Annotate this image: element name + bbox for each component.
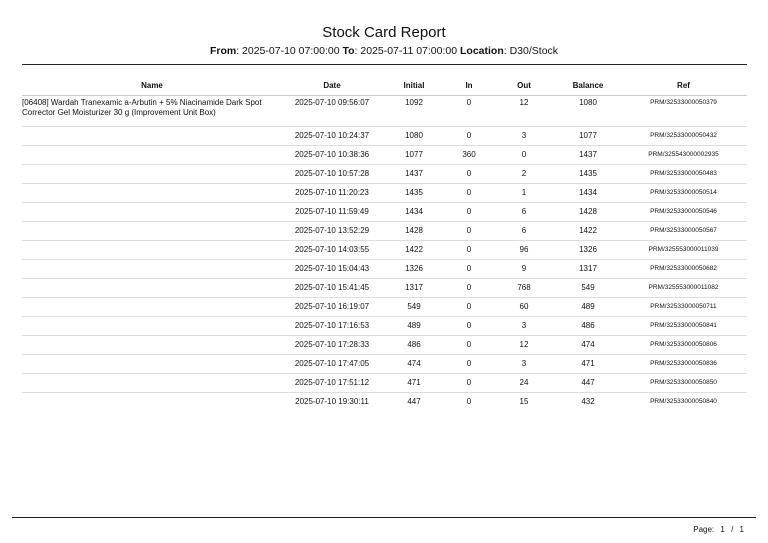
cell-date: 2025-07-10 16:19:07 [282, 298, 382, 317]
cell-name [22, 279, 282, 298]
cell-date: 2025-07-10 10:57:28 [282, 165, 382, 184]
header-divider [22, 64, 747, 65]
cell-name [22, 184, 282, 203]
cell-out: 9 [492, 260, 556, 279]
cell-out: 3 [492, 317, 556, 336]
cell-name [22, 146, 282, 165]
table-row [22, 298, 747, 317]
column-header-balance: Balance [556, 75, 620, 96]
table-row [22, 336, 747, 355]
column-header-out: Out [492, 75, 556, 96]
cell-balance: 1435 [556, 165, 620, 184]
cell-out: 2 [492, 165, 556, 184]
cell-date: 2025-07-10 10:38:36 [282, 146, 382, 165]
page-label: Page: [693, 525, 715, 534]
cell-date: 2025-07-10 11:59:49 [282, 203, 382, 222]
cell-name [22, 165, 282, 184]
cell-out: 3 [492, 355, 556, 374]
cell-date: 2025-07-10 15:04:43 [282, 260, 382, 279]
cell-ref: PRM/32533000050850 [620, 374, 747, 393]
cell-balance: 474 [556, 336, 620, 355]
to-value: : 2025-07-11 07:00:00 [354, 45, 461, 57]
cell-name [22, 222, 282, 241]
cell-balance: 489 [556, 298, 620, 317]
cell-in: 0 [446, 184, 492, 203]
cell-out: 6 [492, 203, 556, 222]
cell-in: 0 [446, 374, 492, 393]
location-label: Location [460, 45, 504, 57]
cell-balance: 447 [556, 374, 620, 393]
cell-date: 2025-07-10 17:28:33 [282, 336, 382, 355]
cell-balance: 549 [556, 279, 620, 298]
cell-in: 0 [446, 203, 492, 222]
from-value: : 2025-07-10 07:00:00 [236, 45, 343, 57]
from-label: From [209, 45, 237, 57]
cell-date: 2025-07-10 17:51:12 [282, 374, 382, 393]
cell-ref: PRM/32533000050806 [620, 336, 747, 355]
cell-date: 2025-07-10 09:56:07 [282, 96, 382, 127]
cell-ref: PRM/32533000050841 [620, 317, 747, 336]
cell-initial: 489 [382, 317, 446, 336]
column-header-initial: Initial [382, 75, 446, 96]
table-header-row [22, 75, 747, 96]
table-row [22, 203, 747, 222]
cell-initial: 1317 [382, 279, 446, 298]
page-indicator [689, 525, 744, 535]
table-row [22, 96, 747, 127]
cell-date: 2025-07-10 17:16:53 [282, 317, 382, 336]
table-row [22, 355, 747, 374]
cell-initial: 474 [382, 355, 446, 374]
cell-ref: PRM/32533000050711 [620, 298, 747, 317]
cell-in: 0 [446, 393, 492, 412]
cell-ref: PRM/325543000002935 [620, 146, 747, 165]
cell-initial: 1326 [382, 260, 446, 279]
cell-ref: PRM/32533000050514 [620, 184, 747, 203]
cell-balance: 1326 [556, 241, 620, 260]
cell-name [22, 393, 282, 412]
cell-name [22, 260, 282, 279]
cell-ref: PRM/325553000011039 [620, 241, 747, 260]
cell-initial: 447 [382, 393, 446, 412]
cell-ref: PRM/32533000050379 [620, 96, 747, 127]
column-header-in: In [446, 75, 492, 96]
page-separator: / [731, 525, 734, 534]
cell-ref: PRM/32533000050840 [620, 393, 747, 412]
cell-ref: PRM/32533000050682 [620, 260, 747, 279]
stock-card-table [22, 75, 747, 411]
cell-balance: 471 [556, 355, 620, 374]
cell-ref: PRM/325553000011082 [620, 279, 747, 298]
cell-date: 2025-07-10 19:30:11 [282, 393, 382, 412]
table-row [22, 279, 747, 298]
cell-balance: 1077 [556, 127, 620, 146]
cell-out: 768 [492, 279, 556, 298]
cell-name [22, 374, 282, 393]
table-row [22, 146, 747, 165]
cell-balance: 1422 [556, 222, 620, 241]
cell-in: 0 [446, 336, 492, 355]
cell-out: 12 [492, 96, 556, 127]
cell-balance: 1434 [556, 184, 620, 203]
table-row [22, 222, 747, 241]
cell-balance: 432 [556, 393, 620, 412]
cell-in: 0 [446, 279, 492, 298]
cell-ref: PRM/32533000050567 [620, 222, 747, 241]
cell-initial: 1092 [382, 96, 446, 127]
cell-name [22, 127, 282, 146]
cell-balance: 1080 [556, 96, 620, 127]
table-row [22, 127, 747, 146]
cell-date: 2025-07-10 10:24:37 [282, 127, 382, 146]
page-total: 1 [739, 525, 744, 534]
cell-initial: 1428 [382, 222, 446, 241]
cell-balance: 1437 [556, 146, 620, 165]
table-row [22, 393, 747, 412]
cell-date: 2025-07-10 15:41:45 [282, 279, 382, 298]
table-row [22, 184, 747, 203]
cell-in: 0 [446, 317, 492, 336]
cell-initial: 1435 [382, 184, 446, 203]
cell-out: 15 [492, 393, 556, 412]
cell-name [22, 241, 282, 260]
cell-date: 2025-07-10 14:03:55 [282, 241, 382, 260]
table-row [22, 165, 747, 184]
cell-initial: 1080 [382, 127, 446, 146]
cell-initial: 486 [382, 336, 446, 355]
cell-in: 360 [446, 146, 492, 165]
table-row [22, 374, 747, 393]
cell-name: [06408] Wardah Tranexamic a-Arbutin + 5% Niacinamide Dark Spot Corrector Gel Moisturizer 30 g (Improvement Unit Box) [22, 96, 282, 127]
page-current: 1 [720, 525, 725, 534]
column-header-ref: Ref [620, 75, 747, 96]
cell-date: 2025-07-10 17:47:05 [282, 355, 382, 374]
cell-balance: 486 [556, 317, 620, 336]
table-row [22, 241, 747, 260]
cell-name [22, 355, 282, 374]
table-row [22, 260, 747, 279]
cell-initial: 471 [382, 374, 446, 393]
report-criteria [0, 45, 768, 58]
table-row [22, 317, 747, 336]
cell-initial: 1434 [382, 203, 446, 222]
cell-out: 3 [492, 127, 556, 146]
cell-out: 96 [492, 241, 556, 260]
cell-out: 60 [492, 298, 556, 317]
cell-in: 0 [446, 222, 492, 241]
location-value: : D30/Stock [503, 45, 559, 57]
footer-divider [12, 517, 756, 518]
cell-in: 0 [446, 241, 492, 260]
cell-out: 1 [492, 184, 556, 203]
cell-in: 0 [446, 298, 492, 317]
cell-in: 0 [446, 260, 492, 279]
cell-initial: 549 [382, 298, 446, 317]
cell-in: 0 [446, 96, 492, 127]
cell-in: 0 [446, 165, 492, 184]
cell-name [22, 317, 282, 336]
cell-in: 0 [446, 355, 492, 374]
to-label: To [342, 45, 355, 57]
cell-date: 2025-07-10 13:52:29 [282, 222, 382, 241]
cell-initial: 1437 [382, 165, 446, 184]
column-header-name: Name [22, 75, 282, 96]
cell-name [22, 298, 282, 317]
cell-ref: PRM/32533000050483 [620, 165, 747, 184]
cell-out: 0 [492, 146, 556, 165]
cell-name [22, 203, 282, 222]
cell-balance: 1317 [556, 260, 620, 279]
cell-initial: 1422 [382, 241, 446, 260]
cell-balance: 1428 [556, 203, 620, 222]
cell-ref: PRM/32533000050546 [620, 203, 747, 222]
cell-initial: 1077 [382, 146, 446, 165]
cell-out: 24 [492, 374, 556, 393]
cell-out: 12 [492, 336, 556, 355]
column-header-date: Date [282, 75, 382, 96]
cell-date: 2025-07-10 11:20:23 [282, 184, 382, 203]
cell-name [22, 336, 282, 355]
cell-ref: PRM/32533000050432 [620, 127, 747, 146]
report-title: Stock Card Report [322, 24, 446, 41]
cell-out: 6 [492, 222, 556, 241]
cell-ref: PRM/32533000050836 [620, 355, 747, 374]
cell-in: 0 [446, 127, 492, 146]
